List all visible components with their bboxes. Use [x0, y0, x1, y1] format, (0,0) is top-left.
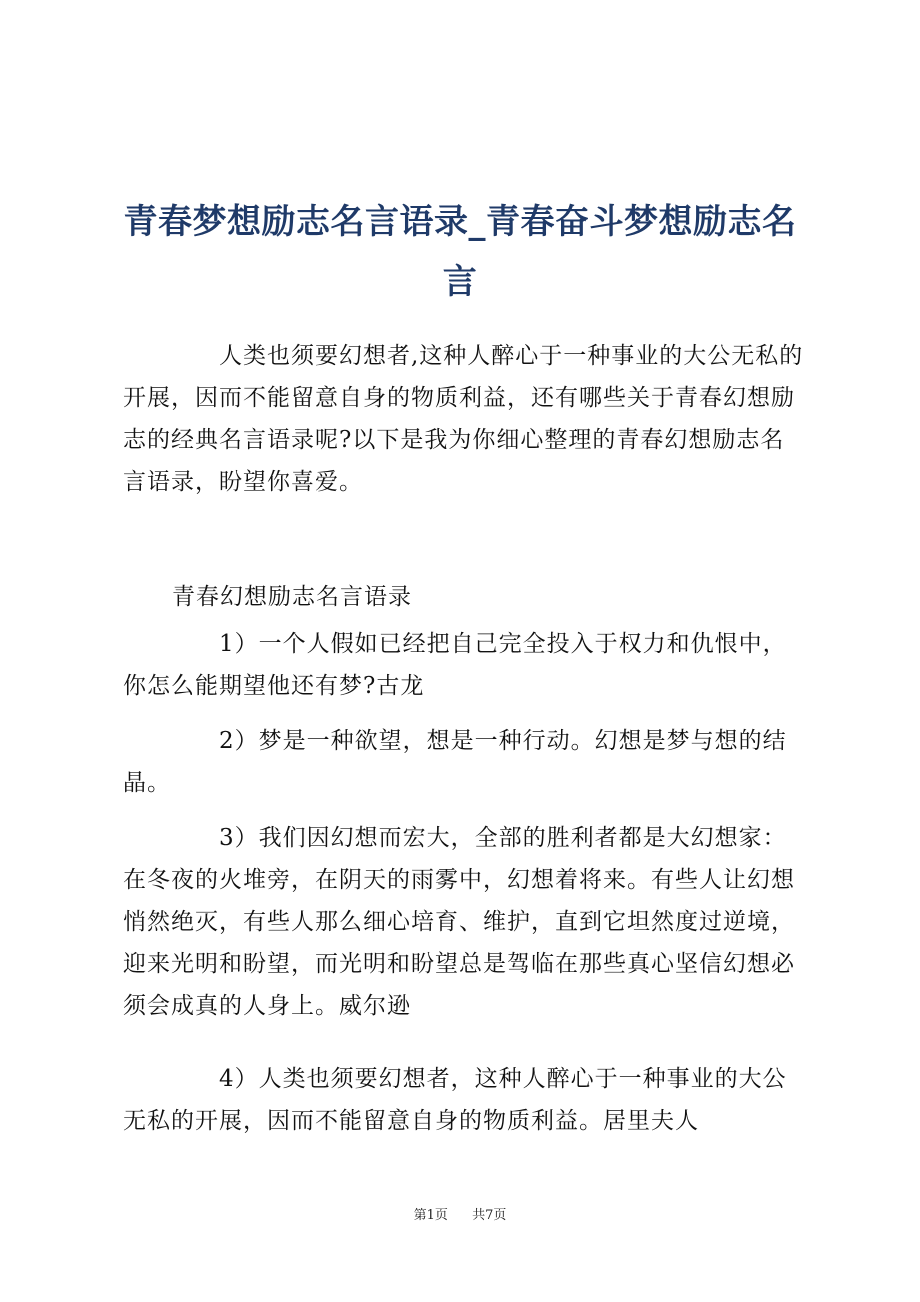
section-heading: 青春幻想励志名言语录 [172, 584, 412, 610]
page-footer [0, 1206, 920, 1226]
quote-2: 2）梦是一种欲望，想是一种行动。幻想是梦与想的结晶。 [123, 728, 787, 796]
quote-3: 3）我们因幻想而宏大，全部的胜利者都是大幻想家：在冬夜的火堆旁，在阴天的雨雾中，幻想着将来。有些人让幻想悄然绝灭，有些人那么细心培育、维护，直到它坦然度过逆境，迎来光明和盼望，而光明和盼望总是驾临在那些真心坚信幻想必须会成真的人身上。威尔逊 [123, 825, 795, 1019]
page-number: 第1页 [413, 1208, 448, 1223]
page-total: 共7页 [472, 1208, 507, 1223]
intro-paragraph: 人类也须要幻想者,这种人醉心于一种事业的大公无私的开展，因而不能留意自身的物质利益，还有哪些关于青春幻想励志的经典名言语录呢?以下是我为你细心整理的青春幻想励志名言语录，盼望你喜爱。 [123, 343, 804, 495]
document-title: 青春梦想励志名言语录_青春奋斗梦想励志名言 [123, 202, 797, 302]
quote-1: 1）一个人假如已经把自己完全投入于权力和仇恨中，你怎么能期望他还有梦?古龙 [123, 631, 787, 699]
quote-4: 4）人类也须要幻想者，这种人醉心于一种事业的大公无私的开展，因而不能留意自身的物质利益。居里夫人 [123, 1066, 787, 1134]
